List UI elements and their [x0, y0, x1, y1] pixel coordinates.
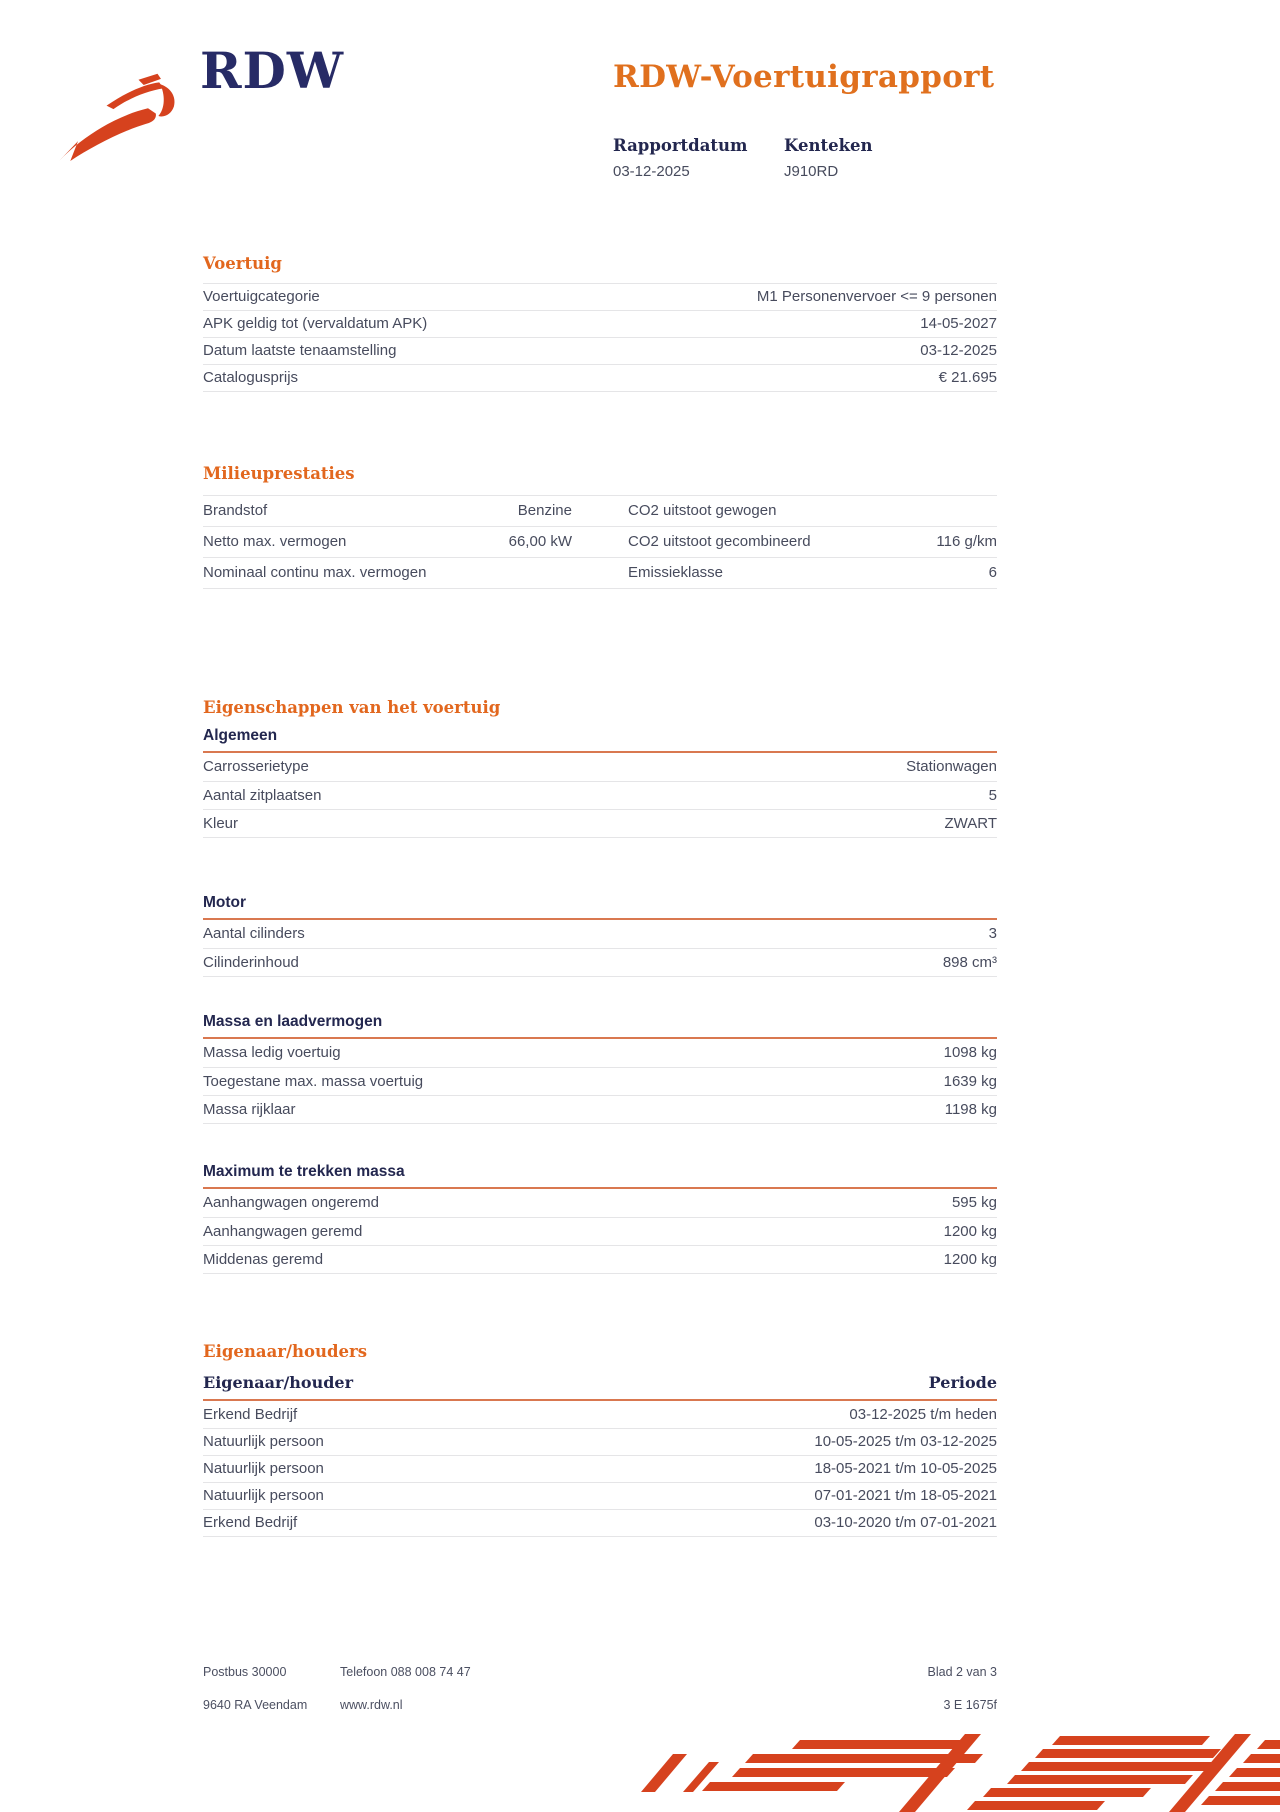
- rdw-wing-icon: [52, 72, 187, 167]
- row-value: 116 g/km: [936, 533, 997, 550]
- period-value: 18-05-2021 t/m 10-05-2025: [814, 1460, 997, 1477]
- algemeen-table: [203, 753, 997, 838]
- row-label: Kleur: [203, 814, 239, 832]
- row-value: 1200 kg: [943, 1250, 997, 1268]
- table-row: [203, 495, 997, 526]
- row-label: Cilinderinhoud: [203, 953, 299, 971]
- period-value: 03-12-2025 t/m heden: [849, 1405, 997, 1423]
- footer-page-indicator: Blad 2 van 3: [927, 1665, 997, 1679]
- row-label: Emissieklasse: [628, 564, 724, 581]
- row-value: ZWART: [944, 814, 997, 832]
- table-row: [203, 1039, 997, 1067]
- table-row: [203, 1509, 997, 1536]
- report-date-value: 03-12-2025: [613, 163, 690, 180]
- table-row: [203, 364, 997, 391]
- row-value: Benzine: [517, 502, 572, 519]
- table-row: [203, 781, 997, 809]
- rdw-logo-text: RDW: [200, 41, 345, 100]
- row-value: Stationwagen: [906, 758, 997, 775]
- row-label: Aantal cilinders: [203, 925, 305, 942]
- subsection-massa: [203, 1014, 997, 1124]
- row-value: 1098 kg: [943, 1044, 997, 1061]
- table-row: [203, 1095, 997, 1123]
- row-value: 595 kg: [951, 1194, 997, 1211]
- table-row: [203, 1455, 997, 1482]
- plate-value: J910RD: [784, 163, 839, 180]
- row-value: 1198 kg: [944, 1100, 997, 1118]
- section-title-voertuig: Voertuig: [203, 254, 282, 273]
- row-label: Massa rijklaar: [203, 1100, 296, 1118]
- table-row: [203, 920, 997, 948]
- row-label: CO2 uitstoot gewogen: [628, 502, 777, 519]
- eigenaar-table: [203, 1401, 997, 1537]
- owner-value: Erkend Bedrijf: [203, 1514, 298, 1531]
- row-label: Aanhangwagen geremd: [203, 1222, 363, 1240]
- table-row: [203, 1189, 997, 1217]
- row-value: 6: [988, 564, 997, 581]
- row-value: 5: [988, 786, 997, 804]
- report-date-label: Rapportdatum: [613, 136, 748, 155]
- row-label: APK geldig tot (vervaldatum APK): [203, 315, 428, 332]
- table-row: [203, 1067, 997, 1095]
- section-eigenaar: [203, 1344, 997, 1537]
- table-row: [203, 557, 997, 588]
- row-value: 1639 kg: [943, 1072, 997, 1090]
- footer-phone: Telefoon 088 008 74 47: [340, 1665, 471, 1679]
- row-label: Nominaal continu max. vermogen: [203, 564, 427, 581]
- row-value: 1200 kg: [943, 1222, 997, 1240]
- row-value: 03-12-2025: [920, 342, 997, 359]
- footer-doc-code: 3 E 1675f: [943, 1698, 997, 1712]
- column-header-owner: Eigenaar/houder: [203, 1372, 354, 1392]
- eigenaar-table-header: [203, 1373, 997, 1401]
- massa-table: [203, 1039, 997, 1124]
- table-row: [203, 526, 997, 557]
- period-value: 10-05-2025 t/m 03-12-2025: [814, 1433, 997, 1450]
- voertuig-table: [203, 283, 997, 392]
- page-title: RDW-Voertuigrapport: [613, 59, 995, 95]
- row-label: Aantal zitplaatsen: [203, 786, 322, 804]
- row-label: Voertuigcategorie: [203, 288, 320, 305]
- plate-label: Kenteken: [784, 136, 873, 155]
- owner-value: Erkend Bedrijf: [203, 1405, 298, 1423]
- row-label: Massa ledig voertuig: [203, 1044, 341, 1061]
- footer-address-line2: 9640 RA Veendam: [203, 1698, 308, 1712]
- table-row: [203, 948, 997, 976]
- table-row: [203, 310, 997, 337]
- row-label: Netto max. vermogen: [203, 533, 347, 550]
- owner-value: Natuurlijk persoon: [203, 1487, 324, 1504]
- subsection-trekken: [203, 1164, 997, 1274]
- owner-value: Natuurlijk persoon: [203, 1460, 324, 1477]
- footer-address-line1: Postbus 30000: [203, 1665, 287, 1679]
- row-label: Aanhangwagen ongeremd: [203, 1194, 379, 1211]
- row-value: € 21.695: [938, 369, 997, 386]
- row-label: Catalogusprijs: [203, 369, 299, 386]
- section-title-milieuprestaties: Milieuprestaties: [203, 464, 355, 483]
- period-value: 03-10-2020 t/m 07-01-2021: [814, 1514, 997, 1531]
- milieuprestaties-table: [203, 495, 997, 589]
- table-row: [203, 283, 997, 310]
- table-row: [203, 809, 997, 837]
- footer-website: www.rdw.nl: [340, 1698, 403, 1712]
- row-label: Toegestane max. massa voertuig: [203, 1072, 424, 1090]
- row-label: Carrosserietype: [203, 758, 309, 775]
- owner-value: Natuurlijk persoon: [203, 1433, 324, 1450]
- table-row: [203, 1428, 997, 1455]
- table-row: [203, 337, 997, 364]
- table-row: [203, 753, 997, 781]
- row-value: 3: [988, 925, 997, 942]
- table-row: [203, 1401, 997, 1428]
- table-row: [203, 1482, 997, 1509]
- section-title-eigenschappen: Eigenschappen van het voertuig: [203, 698, 501, 717]
- row-label: Datum laatste tenaamstelling: [203, 342, 397, 359]
- motor-table: [203, 920, 997, 977]
- row-label: CO2 uitstoot gecombineerd: [628, 533, 811, 550]
- subsection-title-massa: Massa en laadvermogen: [203, 1014, 997, 1039]
- subsection-title-algemeen: Algemeen: [203, 728, 997, 753]
- table-row: [203, 1245, 997, 1273]
- row-value: M1 Personenvervoer <= 9 personen: [756, 288, 997, 305]
- row-value: 898 cm³: [942, 953, 997, 971]
- row-label: Brandstof: [203, 502, 268, 519]
- subsection-title-trekken: Maximum te trekken massa: [203, 1164, 997, 1189]
- row-value: 14-05-2027: [920, 315, 997, 332]
- period-value: 07-01-2021 t/m 18-05-2021: [814, 1487, 997, 1504]
- row-label: Middenas geremd: [203, 1250, 324, 1268]
- table-row: [203, 1217, 997, 1245]
- row-value: 66,00 kW: [508, 533, 572, 550]
- column-header-period: Periode: [928, 1372, 997, 1392]
- subsection-motor: [203, 895, 997, 977]
- trekken-table: [203, 1189, 997, 1274]
- section-voertuig: [203, 256, 997, 392]
- rdw-stripes-graphic: [635, 1734, 1280, 1812]
- subsection-title-motor: Motor: [203, 895, 997, 920]
- section-title-eigenaar: Eigenaar/houders: [203, 1342, 367, 1361]
- subsection-algemeen: [203, 728, 997, 838]
- section-milieuprestaties: [203, 466, 997, 589]
